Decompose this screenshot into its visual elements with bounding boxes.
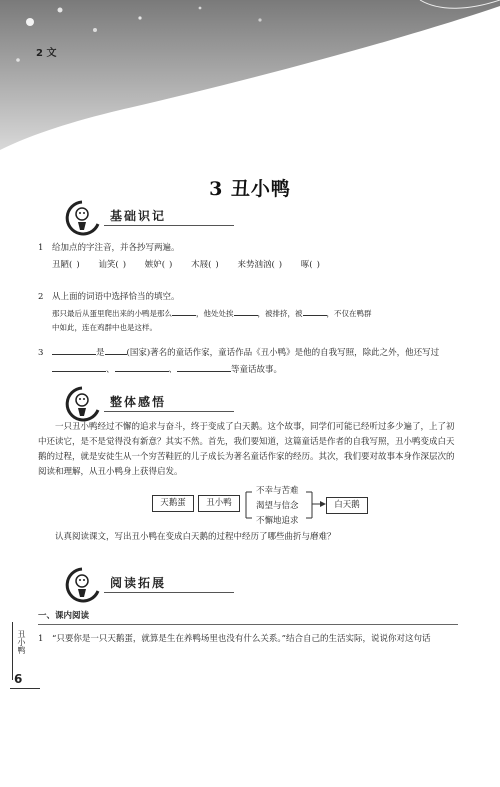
word-paren: ) — [169, 260, 173, 270]
section2-question: 认真阅读课文，写出丑小鸭在变成白天鹅的过程中经历了哪些曲折与磨难？ — [55, 532, 336, 542]
lesson-title: 3 丑小鸭 — [209, 178, 291, 200]
section-title: 整体感悟 — [110, 395, 167, 409]
question-text: 从上面的词语中选择恰当的填空。 — [52, 292, 180, 302]
question-number: 1 — [38, 243, 44, 253]
passage-text: ，被排挤，被 — [257, 309, 303, 318]
question-number: 3 — [38, 348, 44, 358]
question-3 — [38, 345, 458, 379]
question-number: 1 — [38, 634, 44, 644]
answer-blank[interactable] — [115, 363, 169, 372]
question-number: 2 — [38, 292, 44, 302]
flow-node-swan: 白天鹅 — [326, 497, 368, 514]
question-text: “只要你是一只天鹅蛋，就算是生在养鸭场里也没有什么关系。”结合自己的生活实际，说说你对这句话 — [52, 634, 431, 644]
question-1 — [38, 242, 458, 255]
divider — [38, 624, 458, 625]
question-text: 等童话故事。 — [231, 365, 283, 375]
word: 丑陋( — [52, 260, 73, 270]
header-label: 2 文 — [36, 48, 57, 59]
flow-item: 不懈地追求 — [256, 516, 299, 526]
word: 木屐( — [191, 260, 212, 270]
answer-blank[interactable] — [177, 363, 231, 372]
passage-text: ，不仅在鸭群 — [326, 309, 372, 318]
answer-blank[interactable] — [172, 307, 196, 316]
divider — [104, 592, 234, 593]
section-title: 基础识记 — [110, 209, 167, 223]
answer-blank[interactable] — [303, 307, 327, 316]
question-text: 、 — [168, 365, 178, 375]
flow-node-start: 天鹅蛋 — [152, 495, 194, 512]
question-reading-1 — [38, 633, 458, 646]
section-heading-extended-reading — [60, 565, 480, 603]
word: 啄( — [300, 260, 313, 270]
question-text: 给加点的字注音，并各抄写两遍。 — [52, 243, 180, 253]
header-banner — [0, 0, 500, 150]
sidebar-lesson-name: 丑小鸭 — [17, 630, 26, 654]
section-heading-overall — [60, 384, 480, 422]
answer-blank[interactable] — [52, 346, 96, 355]
passage-text: ，他处处挨 — [196, 309, 234, 318]
divider — [104, 225, 234, 226]
question-text: (国家)著名的童话作家，童话作品《丑小鸭》是他的自我写照，除此之外，他还写过 — [126, 348, 440, 358]
subheading: 一、课内阅读 — [38, 611, 90, 621]
kid-mascot-icon — [60, 384, 104, 422]
section-title: 阅读拓展 — [110, 576, 167, 590]
kid-mascot-icon — [60, 198, 104, 236]
question-text: 、 — [106, 365, 115, 375]
word-paren: ) — [278, 260, 283, 270]
kid-mascot-icon — [60, 565, 104, 603]
answer-blank[interactable] — [105, 346, 127, 355]
page-number: 6 — [14, 672, 23, 686]
sidebar-rule — [12, 622, 13, 680]
flow-item: 渴望与信念 — [256, 501, 299, 511]
answer-blank[interactable] — [234, 307, 258, 316]
word: 嫉妒( — [144, 260, 166, 270]
question-2 — [38, 291, 458, 304]
flow-item: 不幸与苦难 — [256, 486, 299, 496]
word-paren: ) — [76, 260, 80, 270]
word: 来势汹汹( — [237, 260, 275, 270]
word-paren: ) — [215, 260, 219, 270]
question-2-passage — [52, 307, 472, 335]
section-heading-basics — [60, 198, 480, 236]
page-number-rule — [10, 688, 40, 689]
question-text: 是 — [96, 348, 105, 358]
word-paren: ) — [316, 260, 320, 270]
answer-blank[interactable] — [52, 363, 106, 372]
passage-text: 中如此，连在鸡群中也是这样。 — [52, 323, 157, 332]
word: 讪笑( — [98, 260, 119, 270]
intro-paragraph: 一只丑小鸭经过不懈的追求与奋斗，终于变成了白天鹅。这个故事，同学们可能已经听过多少遍了，上了初中还读它，是不是觉得没有新意？其实不然。首先，我们要知道，这篇童话是作者的自我写照，丑小鸭变成白天鹅的过程，就是安徒生从一个穷苦鞋匠的儿子成长为著名童话作家的经历。其次，我们要对故事本身作深层次的阅读和理解，从丑小鸭身上获得启发。 — [38, 422, 455, 477]
flow-node-duckling: 丑小鸭 — [198, 495, 240, 512]
passage-text: 那只最后从蛋里爬出来的小鸭是那么 — [52, 309, 172, 318]
divider — [104, 411, 234, 412]
word-list — [52, 258, 472, 270]
word-paren: ) — [122, 260, 127, 270]
flow-connectors — [0, 478, 500, 528]
